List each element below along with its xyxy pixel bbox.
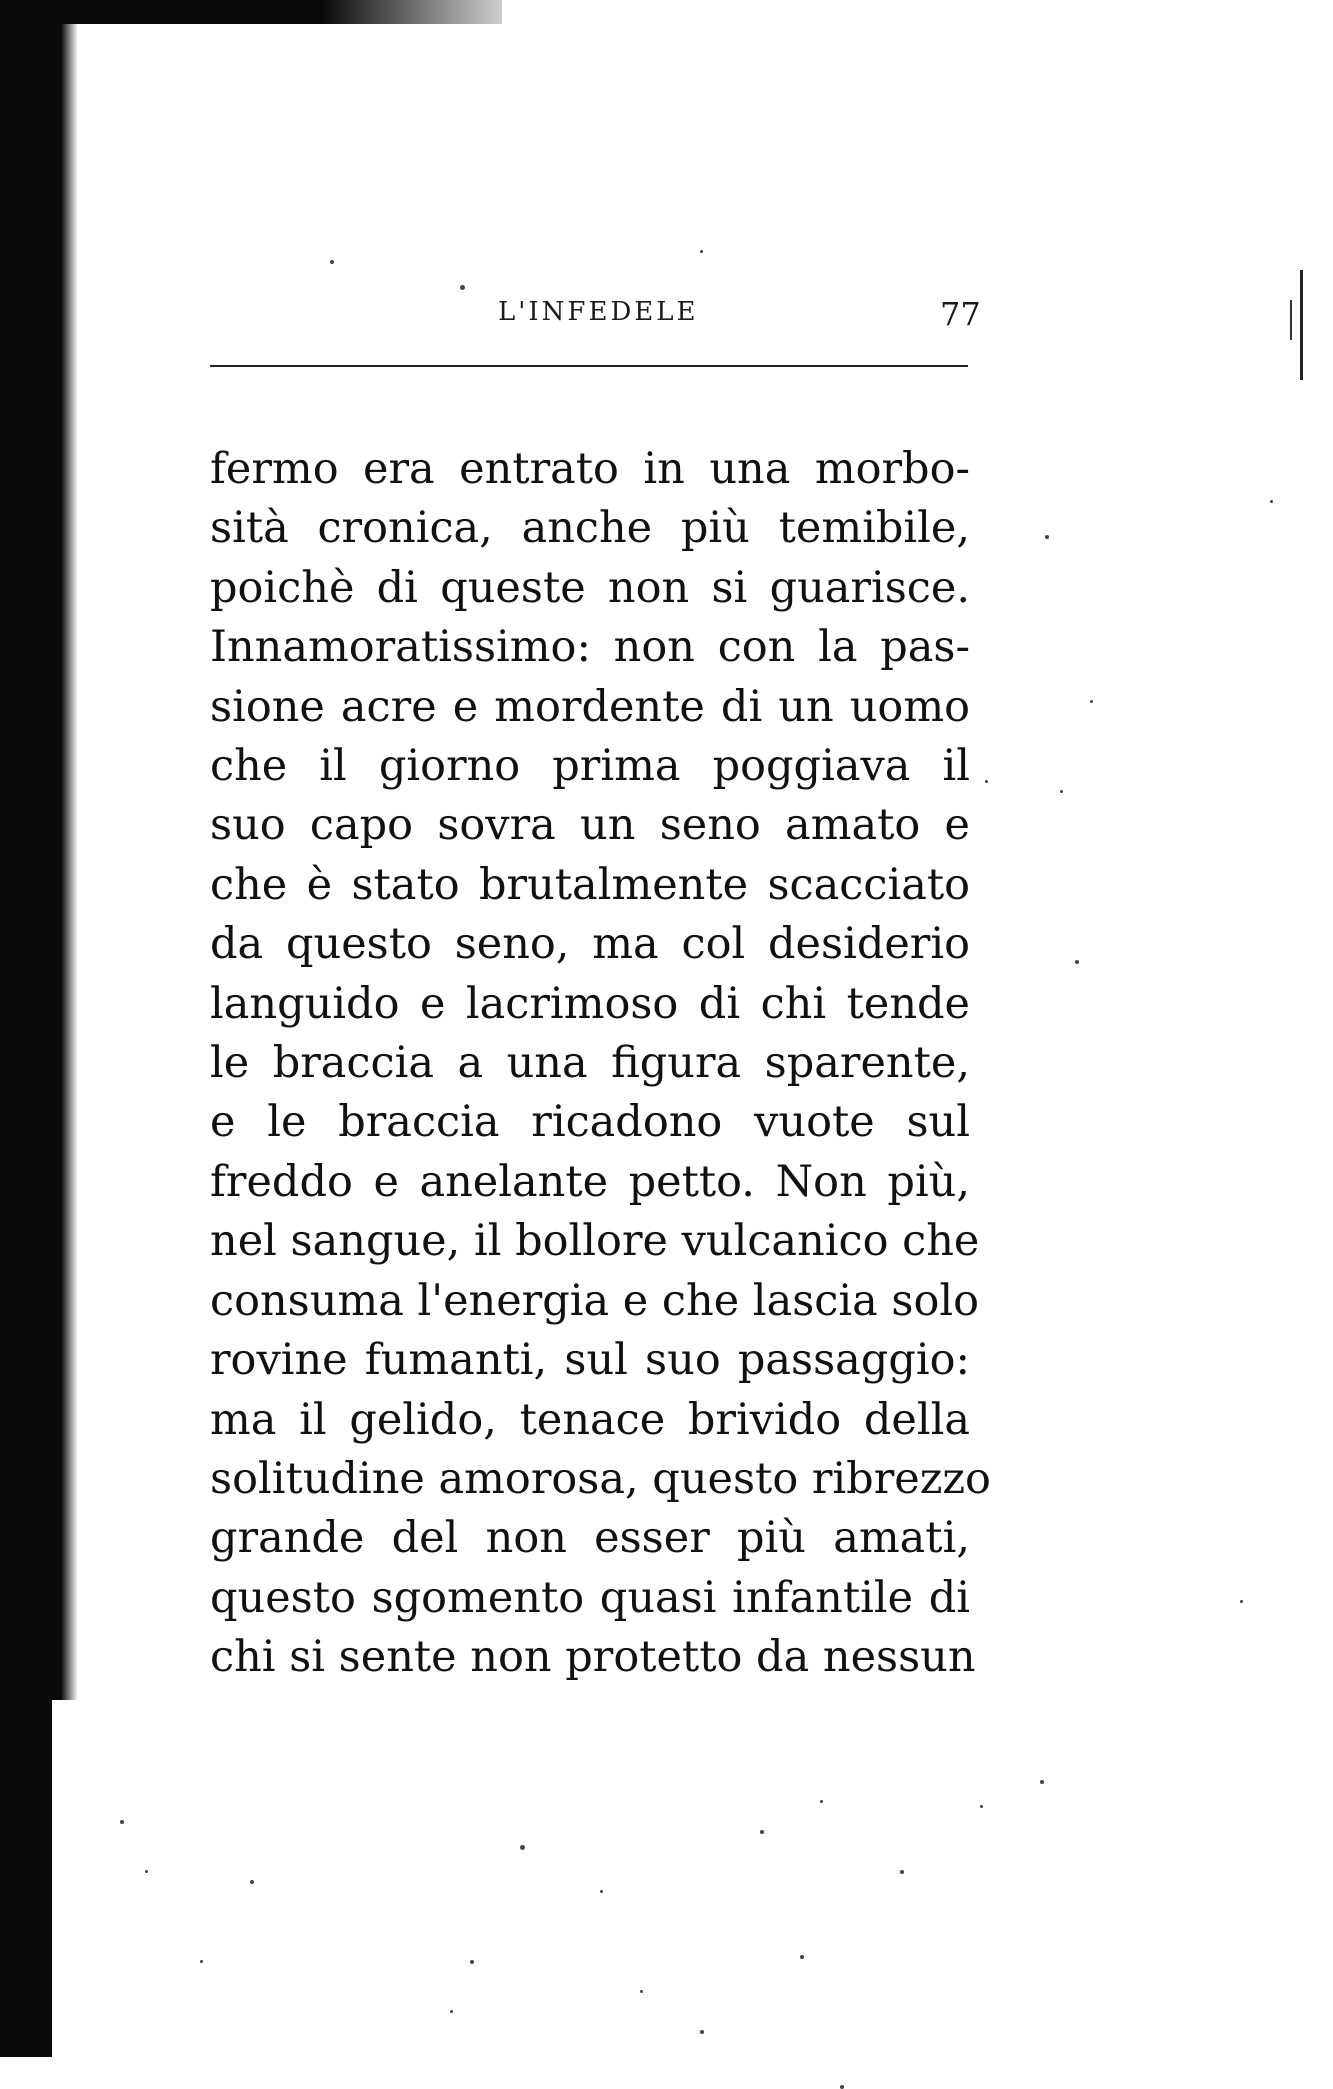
scan-speck [760,1830,764,1834]
scan-speck [200,1960,203,1963]
text-line: da questo seno, ma col desiderio [210,919,970,970]
binding-shadow-fade [52,0,78,1700]
scan-speck [450,2010,453,2013]
page-number: 77 [940,295,981,333]
text-line: poichè di queste non si guarisce. [210,562,970,613]
text-line: solitudine amorosa, questo ribrezzo [210,1453,991,1504]
scan-speck [640,1990,643,1993]
text-line: consuma l'energia e che lascia solo [210,1275,980,1326]
scan-speck [470,1960,474,1964]
scan-speck [1045,535,1049,539]
scan-speck [1060,790,1063,793]
scan-speck [700,2030,704,2034]
scan-speck [980,1805,983,1808]
text-line: questo sgomento quasi infantile di [210,1572,970,1623]
text-line: Innamoratissimo: non con la pas- [210,622,970,673]
page-header [210,295,981,335]
binding-shadow [0,0,52,2057]
scan-speck [900,1870,904,1874]
text-line: le braccia a una figura sparente, [210,1038,970,1089]
scan-speck [985,780,988,783]
text-line: rovine fumanti, sul suo passaggio: [210,1335,970,1386]
text-line: freddo e anelante petto. Non più, [210,1156,970,1207]
header-rule [210,365,968,367]
scan-speck [600,1890,603,1893]
scan-speck [120,1820,124,1824]
body-text [210,440,991,1688]
scan-speck [840,2085,844,2089]
scan-speck [1075,960,1079,964]
scan-speck [520,1845,525,1850]
text-line: sità cronica, anche più temibile, [210,503,970,554]
text-line: che il giorno prima poggiava il [210,741,970,792]
scan-speck [145,1870,148,1873]
text-line: languido e lacrimoso di chi tende [210,978,970,1029]
text-line: e le braccia ricadono vuote sul [210,1097,970,1148]
running-title: L'INFEDELE [498,297,699,327]
text-line: fermo era entrato in una morbo- [210,444,970,494]
text-line: suo capo sovra un seno amato e [210,800,970,851]
scan-edge-top [52,0,502,24]
text-line: nel sangue, il bollore vulcanico che [210,1216,980,1267]
scan-speck [1270,500,1273,503]
scan-speck [820,1800,823,1803]
text-line: ma il gelido, tenace brivido della [210,1394,970,1445]
scan-speck [1090,700,1093,703]
scan-edge-mark [1300,270,1303,380]
text-line: che è stato brutalmente scacciato [210,859,970,910]
scan-speck [330,260,334,264]
scan-speck [800,1955,804,1959]
text-line: grande del non esser più amati, [210,1513,970,1564]
scan-edge-mark [1290,300,1292,340]
scan-speck [700,250,703,253]
text-line: sione acre e mordente di un uomo [210,681,970,732]
scan-speck [1240,1600,1243,1603]
scan-speck [1040,1780,1044,1784]
scan-speck [460,285,465,290]
scan-speck [250,1880,254,1884]
text-line: chi si sente non protetto da nessun [210,1632,976,1683]
